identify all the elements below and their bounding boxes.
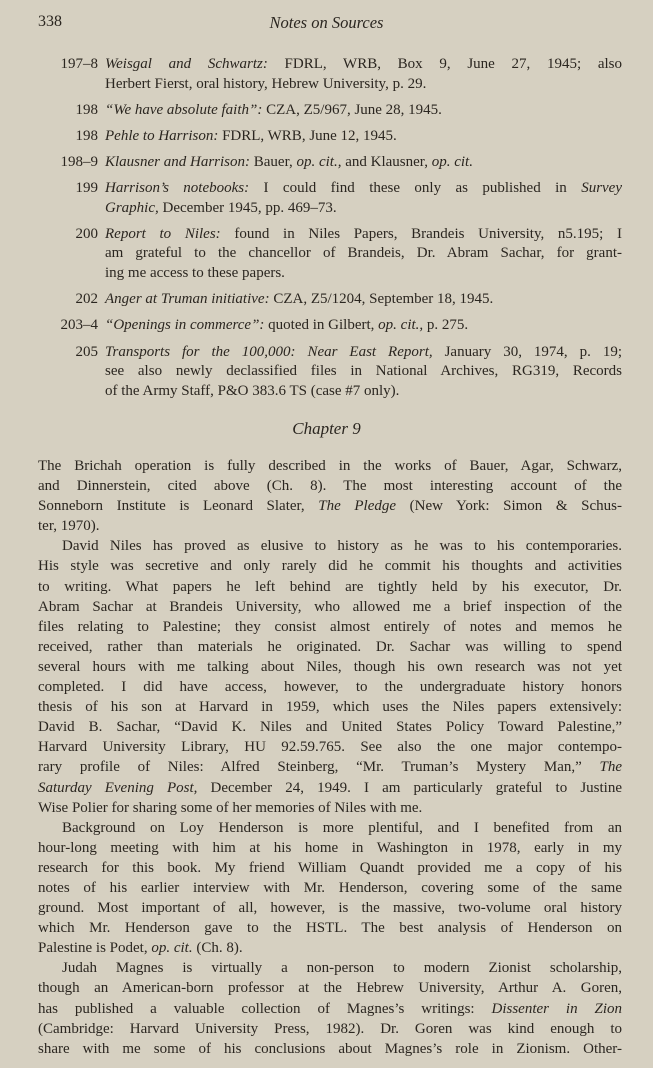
text-segment: The Brichah operation is fully described in the works of Bauer, Agar, Schwarz,	[38, 458, 622, 474]
text-line	[38, 456, 622, 476]
note-entry	[38, 55, 622, 94]
note-entry	[38, 101, 622, 121]
text-segment: rary profile of Niles: Alfred Steinberg, “Mr. Truman’s Mystery Man,”	[38, 759, 600, 776]
note-entry	[38, 290, 622, 310]
text-segment: ter, 1970).	[38, 518, 100, 535]
page-number: 338	[38, 13, 62, 30]
italic-text: op. cit.	[151, 940, 193, 957]
text-segment: and Klausner,	[341, 154, 432, 171]
note-page-ref: 200	[75, 225, 98, 242]
text-line	[105, 127, 622, 147]
text-line	[105, 75, 622, 95]
italic-text: Pehle to Harrison:	[105, 127, 219, 144]
note-entry	[38, 179, 622, 218]
text-line	[105, 264, 622, 284]
text-line	[105, 244, 622, 264]
text-segment: (New York: Simon & Schus-	[396, 498, 622, 515]
text-segment: FDRL, WRB, June 12, 1945.	[218, 127, 397, 144]
italic-text: The	[599, 759, 622, 776]
text-line	[105, 316, 622, 336]
text-line	[38, 1039, 622, 1059]
text-line	[105, 382, 622, 402]
text-segment: January 30, 1974, p. 19;	[432, 343, 622, 360]
text-line	[38, 898, 622, 918]
text-segment: which Mr. Henderson gave to the HSTL. The best analysis of Henderson on	[38, 920, 622, 937]
text-line	[38, 476, 622, 496]
text-line	[38, 958, 622, 978]
text-line	[38, 858, 622, 878]
text-segment: (Ch. 8).	[192, 940, 243, 957]
text-segment: December 24, 1949. I am particularly grateful to Justine	[197, 779, 622, 796]
paragraph	[38, 536, 622, 817]
text-line	[38, 878, 622, 898]
text-line	[38, 838, 622, 858]
italic-text: Survey	[581, 180, 622, 197]
text-segment: CZA, Z5/967, June 28, 1945.	[262, 101, 442, 118]
text-segment: Palestine is Podet,	[38, 940, 152, 957]
paragraph	[38, 958, 622, 1058]
italic-text: Dissenter in Zion	[491, 1000, 622, 1017]
note-page-ref: 205	[75, 343, 98, 360]
text-line	[38, 536, 622, 556]
note-page-ref: 198–9	[60, 154, 98, 171]
text-segment: of the Army Staff, P&O 383.6 TS (case #7 only).	[105, 382, 400, 399]
chapter-body	[38, 456, 622, 1059]
text-segment: Bauer,	[250, 154, 297, 171]
note-entry	[38, 316, 622, 336]
notes-list	[38, 55, 622, 408]
text-line	[38, 918, 622, 938]
text-line	[38, 938, 622, 958]
text-line	[38, 577, 622, 597]
italic-text: op. cit.	[431, 154, 473, 171]
text-segment: files relating to Palestine; they consist almost entirely of notes and memos he	[38, 618, 622, 635]
text-segment: am grateful to the chancellor of Brandeis, Dr. Abram Sachar, for grant-	[105, 245, 622, 262]
italic-text: Graphic,	[105, 199, 159, 216]
italic-text: Harrison’s notebooks:	[105, 180, 250, 197]
text-segment: thesis of his son at Harvard in 1959, which uses the Niles papers extensively:	[38, 699, 622, 716]
text-segment: see also newly declassified files in National Archives, RG319, Records	[105, 363, 622, 379]
note-page-ref: 197–8	[60, 56, 98, 72]
text-line	[38, 757, 622, 777]
italic-text: op. cit.,	[296, 154, 342, 171]
note-page-ref: 198	[75, 101, 98, 118]
italic-text: Saturday Evening Post,	[38, 779, 198, 796]
text-segment: several hours with me talking about Niles, though his own research was not yet	[38, 658, 622, 675]
text-line	[105, 225, 622, 245]
text-line	[105, 199, 622, 219]
note-page-ref: 203–4	[60, 317, 98, 334]
text-line	[38, 556, 622, 576]
italic-text: Anger at Truman initiative:	[105, 291, 270, 308]
text-segment: David B. Sachar, “David K. Niles and United States Policy Toward Palestine,”	[38, 719, 622, 736]
text-segment: (Cambridge: Harvard University Press, 1982). Dr. Goren was kind enough to	[38, 1020, 622, 1037]
text-segment: found in Niles Papers, Brandeis University, n5.195; I	[220, 225, 622, 242]
text-line	[105, 179, 622, 199]
text-segment: FDRL, WRB, Box 9, June 27, 1945; also	[267, 56, 622, 72]
italic-text: Transports for the 100,000: Near East Report,	[105, 343, 433, 360]
text-line	[38, 657, 622, 677]
text-segment: research for this book. My friend William Quandt provided me a copy of his	[38, 859, 622, 876]
text-line	[38, 677, 622, 697]
italic-text: Report to Niles:	[105, 225, 221, 242]
italic-text: Klausner and Harrison:	[105, 154, 251, 171]
text-line	[105, 153, 622, 173]
text-line	[38, 1019, 622, 1039]
text-line	[38, 778, 622, 798]
text-segment: December 1945, pp. 469–73.	[158, 199, 337, 216]
text-segment: Herbert Fierst, oral history, Hebrew University, p. 29.	[105, 75, 427, 92]
italic-text: “Openings in commerce”:	[105, 317, 265, 334]
paragraph	[38, 456, 622, 536]
running-head: Notes on Sources	[269, 13, 384, 32]
text-segment: share with me some of his conclusions about Magnes’s role in Zionism. Other-	[38, 1040, 622, 1057]
text-segment: ing me access to these papers.	[105, 264, 285, 281]
text-segment: quoted in Gilbert,	[264, 317, 379, 334]
note-page-ref: 202	[75, 291, 98, 308]
text-line	[105, 55, 622, 75]
text-line	[38, 818, 622, 838]
text-line	[38, 597, 622, 617]
text-segment: has published a valuable collection of Magnes’s writings:	[38, 1000, 492, 1017]
note-page-ref: 198	[75, 127, 98, 144]
text-segment: David Niles has proved as elusive to history as he was to his contemporaries.	[62, 538, 622, 555]
note-entry	[38, 225, 622, 284]
note-page-ref: 199	[75, 180, 98, 197]
text-segment: ground. Most important of all, however, is the massive, two-volume oral history	[38, 900, 622, 917]
note-entry	[38, 153, 622, 173]
text-line	[38, 798, 622, 818]
text-line	[38, 999, 622, 1019]
text-segment: to writing. What papers he left behind are tightly held by his executor, Dr.	[38, 578, 622, 595]
note-entry	[38, 343, 622, 402]
text-segment: though an American-born professor at the Hebrew University, Arthur A. Goren,	[38, 980, 622, 997]
italic-text: Weisgal and Schwartz:	[105, 56, 268, 72]
text-line	[38, 717, 622, 737]
text-segment: Wise Polier for sharing some of her memories of Niles with me.	[38, 799, 423, 816]
text-line	[38, 617, 622, 637]
text-segment: notes of his earlier interview with Mr. Henderson, covering some of the same	[38, 879, 622, 896]
text-segment: CZA, Z5/1204, September 18, 1945.	[269, 291, 494, 308]
text-line	[38, 697, 622, 717]
text-segment: Judah Magnes is virtually a non-person to modern Zionist scholarship,	[62, 960, 622, 977]
italic-text: The Pledge	[318, 498, 397, 515]
chapter-heading: Chapter 9	[292, 419, 361, 438]
text-segment: p. 275.	[423, 317, 469, 334]
text-line	[105, 290, 622, 310]
text-line	[38, 737, 622, 757]
text-line	[38, 516, 622, 536]
text-segment: Abram Sachar at Brandeis University, who allowed me a brief inspection of the	[38, 598, 622, 615]
text-segment: His style was secretive and only rarely did he commit his thoughts and activities	[38, 558, 622, 575]
text-line	[105, 343, 622, 363]
text-line	[38, 637, 622, 657]
italic-text: “We have absolute faith”:	[105, 101, 263, 118]
text-segment: hour-long meeting with him at his home in Washington in 1978, early in my	[38, 839, 622, 856]
paragraph	[38, 818, 622, 959]
text-segment: and Dinnerstein, cited above (Ch. 8). The most interesting account of the	[38, 478, 622, 495]
note-entry	[38, 127, 622, 147]
text-line	[38, 978, 622, 998]
text-segment: I could find these only as published in	[249, 180, 582, 197]
text-segment: Sonneborn Institute is Leonard Slater,	[38, 498, 319, 515]
text-segment: received, rather than materials he originated. Dr. Sachar was willing to spend	[38, 638, 622, 655]
text-segment: Harvard University Library, HU 92.59.765. See also the one major contempo-	[38, 739, 622, 756]
text-line	[105, 362, 622, 382]
text-line	[105, 101, 622, 121]
text-line	[38, 496, 622, 516]
italic-text: op. cit.,	[378, 317, 424, 334]
text-segment: completed. I did have access, however, to the undergraduate history honors	[38, 679, 622, 696]
text-segment: Background on Loy Henderson is more plentiful, and I benefited from an	[62, 819, 622, 836]
